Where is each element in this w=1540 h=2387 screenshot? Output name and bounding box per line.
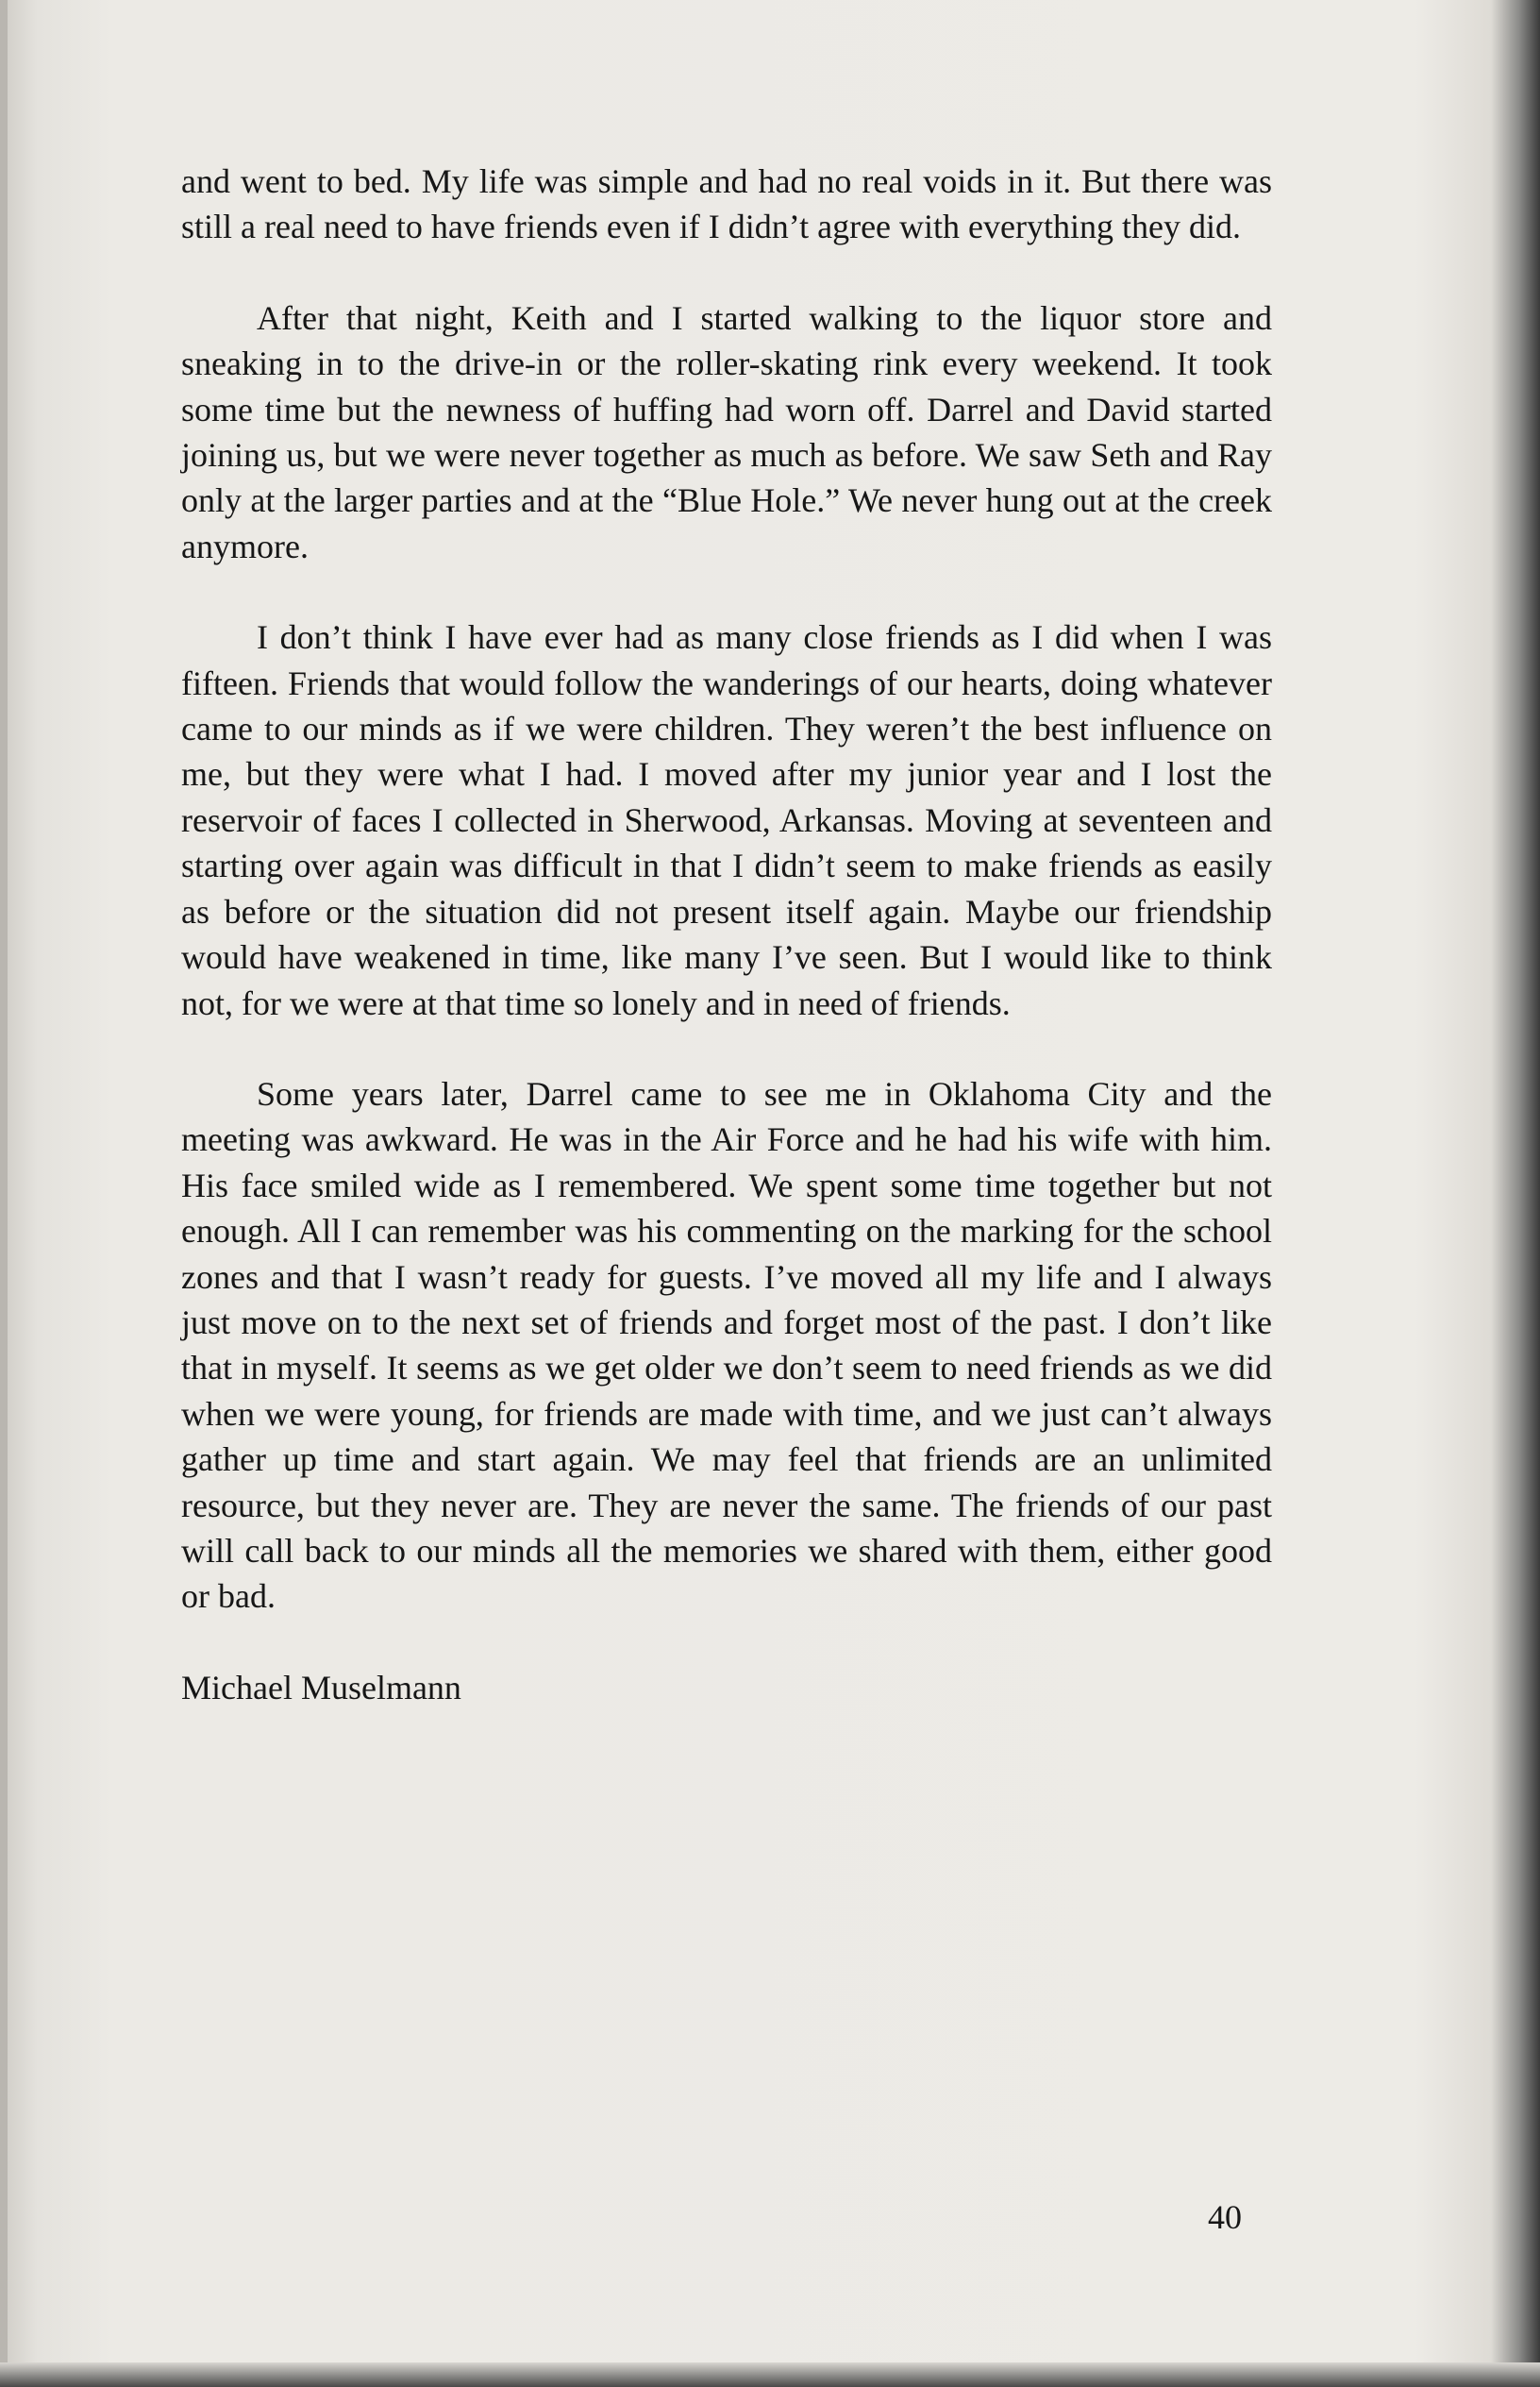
author-signature: Michael Muselmann [181,1668,461,1706]
paragraph-1: and went to bed. My life was simple and had no real voids in it. But there was still a real need to have friends even if I didn’t agree with everything they did. [181,162,1272,246]
page-spine-edge [0,0,8,2387]
paragraph-3: I don’t think I have ever had as many close friends as I did when I was fifteen. Friends that would follow the wanderings of our hearts, doing whatever came to our minds as if we were children. They weren’t the best influence on me, but they were what I had. I moved after my junior year and I lost the reservoir of faces I collected in Sherwood, Arkansas. Moving at seventeen and starting over again was difficult in that I didn’t seem to make friends as easily as before or the situation did not present itself again. Maybe our friendship would have weakened in time, like many I’ve seen. But I would like to think not, for we were at that time so lonely and in need of friends. [181,618,1272,1022]
page-text-block [181,159,1272,1756]
page-number: 40 [1208,2198,1242,2236]
page-bottom-edge [0,2362,1540,2387]
paragraph-2: After that night, Keith and I started walking to the liquor store and sneaking in to the drive-in or the roller-skating rink every weekend. It took some time but the newness of huffing had worn off. Darrel and David started joining us, but we were never together as much as before. We saw Seth and Ray only at the larger parties and at the “Blue Hole.” We never hung out at the creek anymore. [181,298,1272,565]
paragraph-4: Some years later, Darrel came to see me in Oklahoma City and the meeting was awkward. He was in the Air Force and he had his wife with him. His face smiled wide as I remembered. We spent some time together but not enough. All I can remember was his commenting on the marking for the school zones and that I wasn’t ready for guests. I’ve moved all my life and I always just move on to the next set of friends and forget most of the past. I don’t like that in myself. It seems as we get older we don’t seem to need friends as we did when we were young, for friends are made with time, and we just can’t always gather up time and start again. We may feel that friends are an unlimited resource, but they never are. They are never the same. The friends of our past will call back to our minds all the memories we shared with them, either good or bad. [181,1074,1272,1616]
